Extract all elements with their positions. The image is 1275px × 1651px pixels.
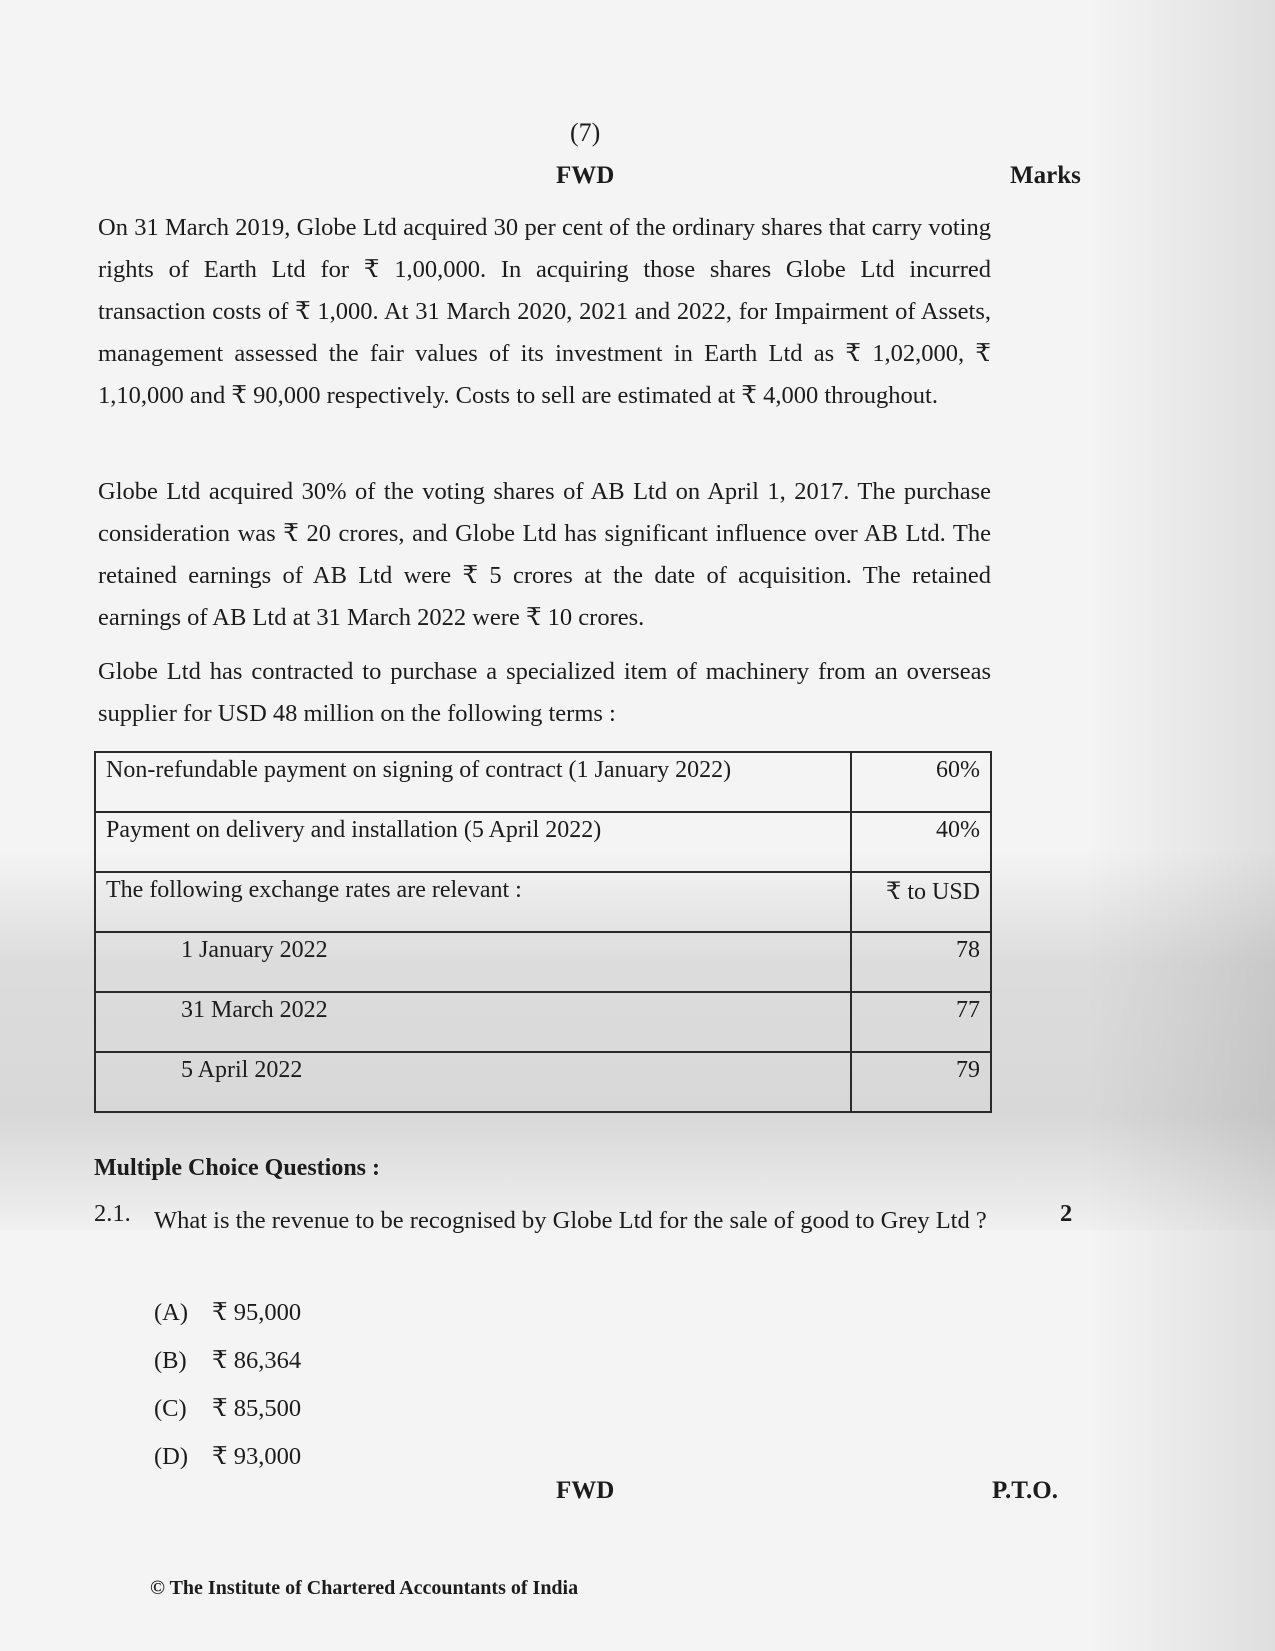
question-number: 2.1. [94, 1200, 131, 1227]
scan-edge [1085, 0, 1275, 1651]
footer-code: FWD [556, 1477, 615, 1504]
option-label: (D) [154, 1443, 189, 1470]
table-row [95, 812, 991, 872]
page-number: (7) [570, 118, 601, 147]
payment-terms-table [94, 751, 992, 1113]
option-b [154, 1345, 301, 1375]
paragraph-machinery: Globe Ltd has contracted to purchase a specialized item of machinery from an overseas supplier for USD 48 million on the following terms : [98, 658, 991, 727]
mcq-heading: Multiple Choice Questions : [94, 1155, 380, 1181]
row-label: 1 January 2022 [95, 932, 851, 992]
marks-heading: Marks [1010, 162, 1081, 189]
row-label: 5 April 2022 [95, 1052, 851, 1112]
table-row [95, 1052, 991, 1112]
paragraph-ab-ltd: Globe Ltd acquired 30% of the voting shares of AB Ltd on April 1, 2017. The purchase consideration was ₹ 20 crores, and Globe Ltd has significant influence over AB Ltd. The retained earnings of AB Ltd were ₹ 5 crores at the date of acquisition. The retained earnings of AB Ltd at 31 March 2022 were ₹ 10 crores. [98, 478, 991, 631]
row-value: ₹ to USD [851, 872, 991, 932]
row-label: Non-refundable payment on signing of contract (1 January 2022) [95, 752, 851, 812]
row-value: 60% [851, 752, 991, 812]
table-row [95, 932, 991, 992]
table-row [95, 992, 991, 1052]
option-a [154, 1297, 301, 1327]
option-label: (C) [154, 1395, 187, 1422]
header-code: FWD [556, 162, 615, 189]
paragraph-earth-ltd: On 31 March 2019, Globe Ltd acquired 30 per cent of the ordinary shares that carry voting rights of Earth Ltd for ₹ 1,00,000. In acquiring those shares Globe Ltd incurred transaction costs of ₹ 1,000. At 31 March 2020, 2021 and 2022, for Impairment of Assets, management assessed the fair values of its investment in Earth Ltd as ₹ 1,02,000, ₹ 1,10,000 and ₹ 90,000 respectively. Costs to sell are estimated at ₹ 4,000 throughout. [98, 214, 991, 409]
option-text: ₹ 85,500 [212, 1395, 302, 1422]
row-value: 79 [851, 1052, 991, 1112]
option-text: ₹ 95,000 [212, 1299, 302, 1326]
row-label: 31 March 2022 [95, 992, 851, 1052]
option-label: (A) [154, 1299, 189, 1326]
question-text: What is the revenue to be recognised by Globe Ltd for the sale of good to Grey Ltd ? [154, 1207, 987, 1234]
row-value: 40% [851, 812, 991, 872]
row-value: 78 [851, 932, 991, 992]
option-c [154, 1393, 301, 1423]
option-text: ₹ 93,000 [212, 1443, 302, 1470]
pto-label: P.T.O. [992, 1477, 1058, 1504]
table-row [95, 752, 991, 812]
option-text: ₹ 86,364 [212, 1347, 302, 1374]
row-label: The following exchange rates are relevant : [95, 872, 851, 932]
row-value: 77 [851, 992, 991, 1052]
question-marks: 2 [1060, 1200, 1073, 1227]
copyright-notice: © The Institute of Chartered Accountants of India [150, 1577, 579, 1599]
option-label: (B) [154, 1347, 187, 1374]
option-d [154, 1441, 301, 1471]
table-row [95, 872, 991, 932]
row-label: Payment on delivery and installation (5 April 2022) [95, 812, 851, 872]
